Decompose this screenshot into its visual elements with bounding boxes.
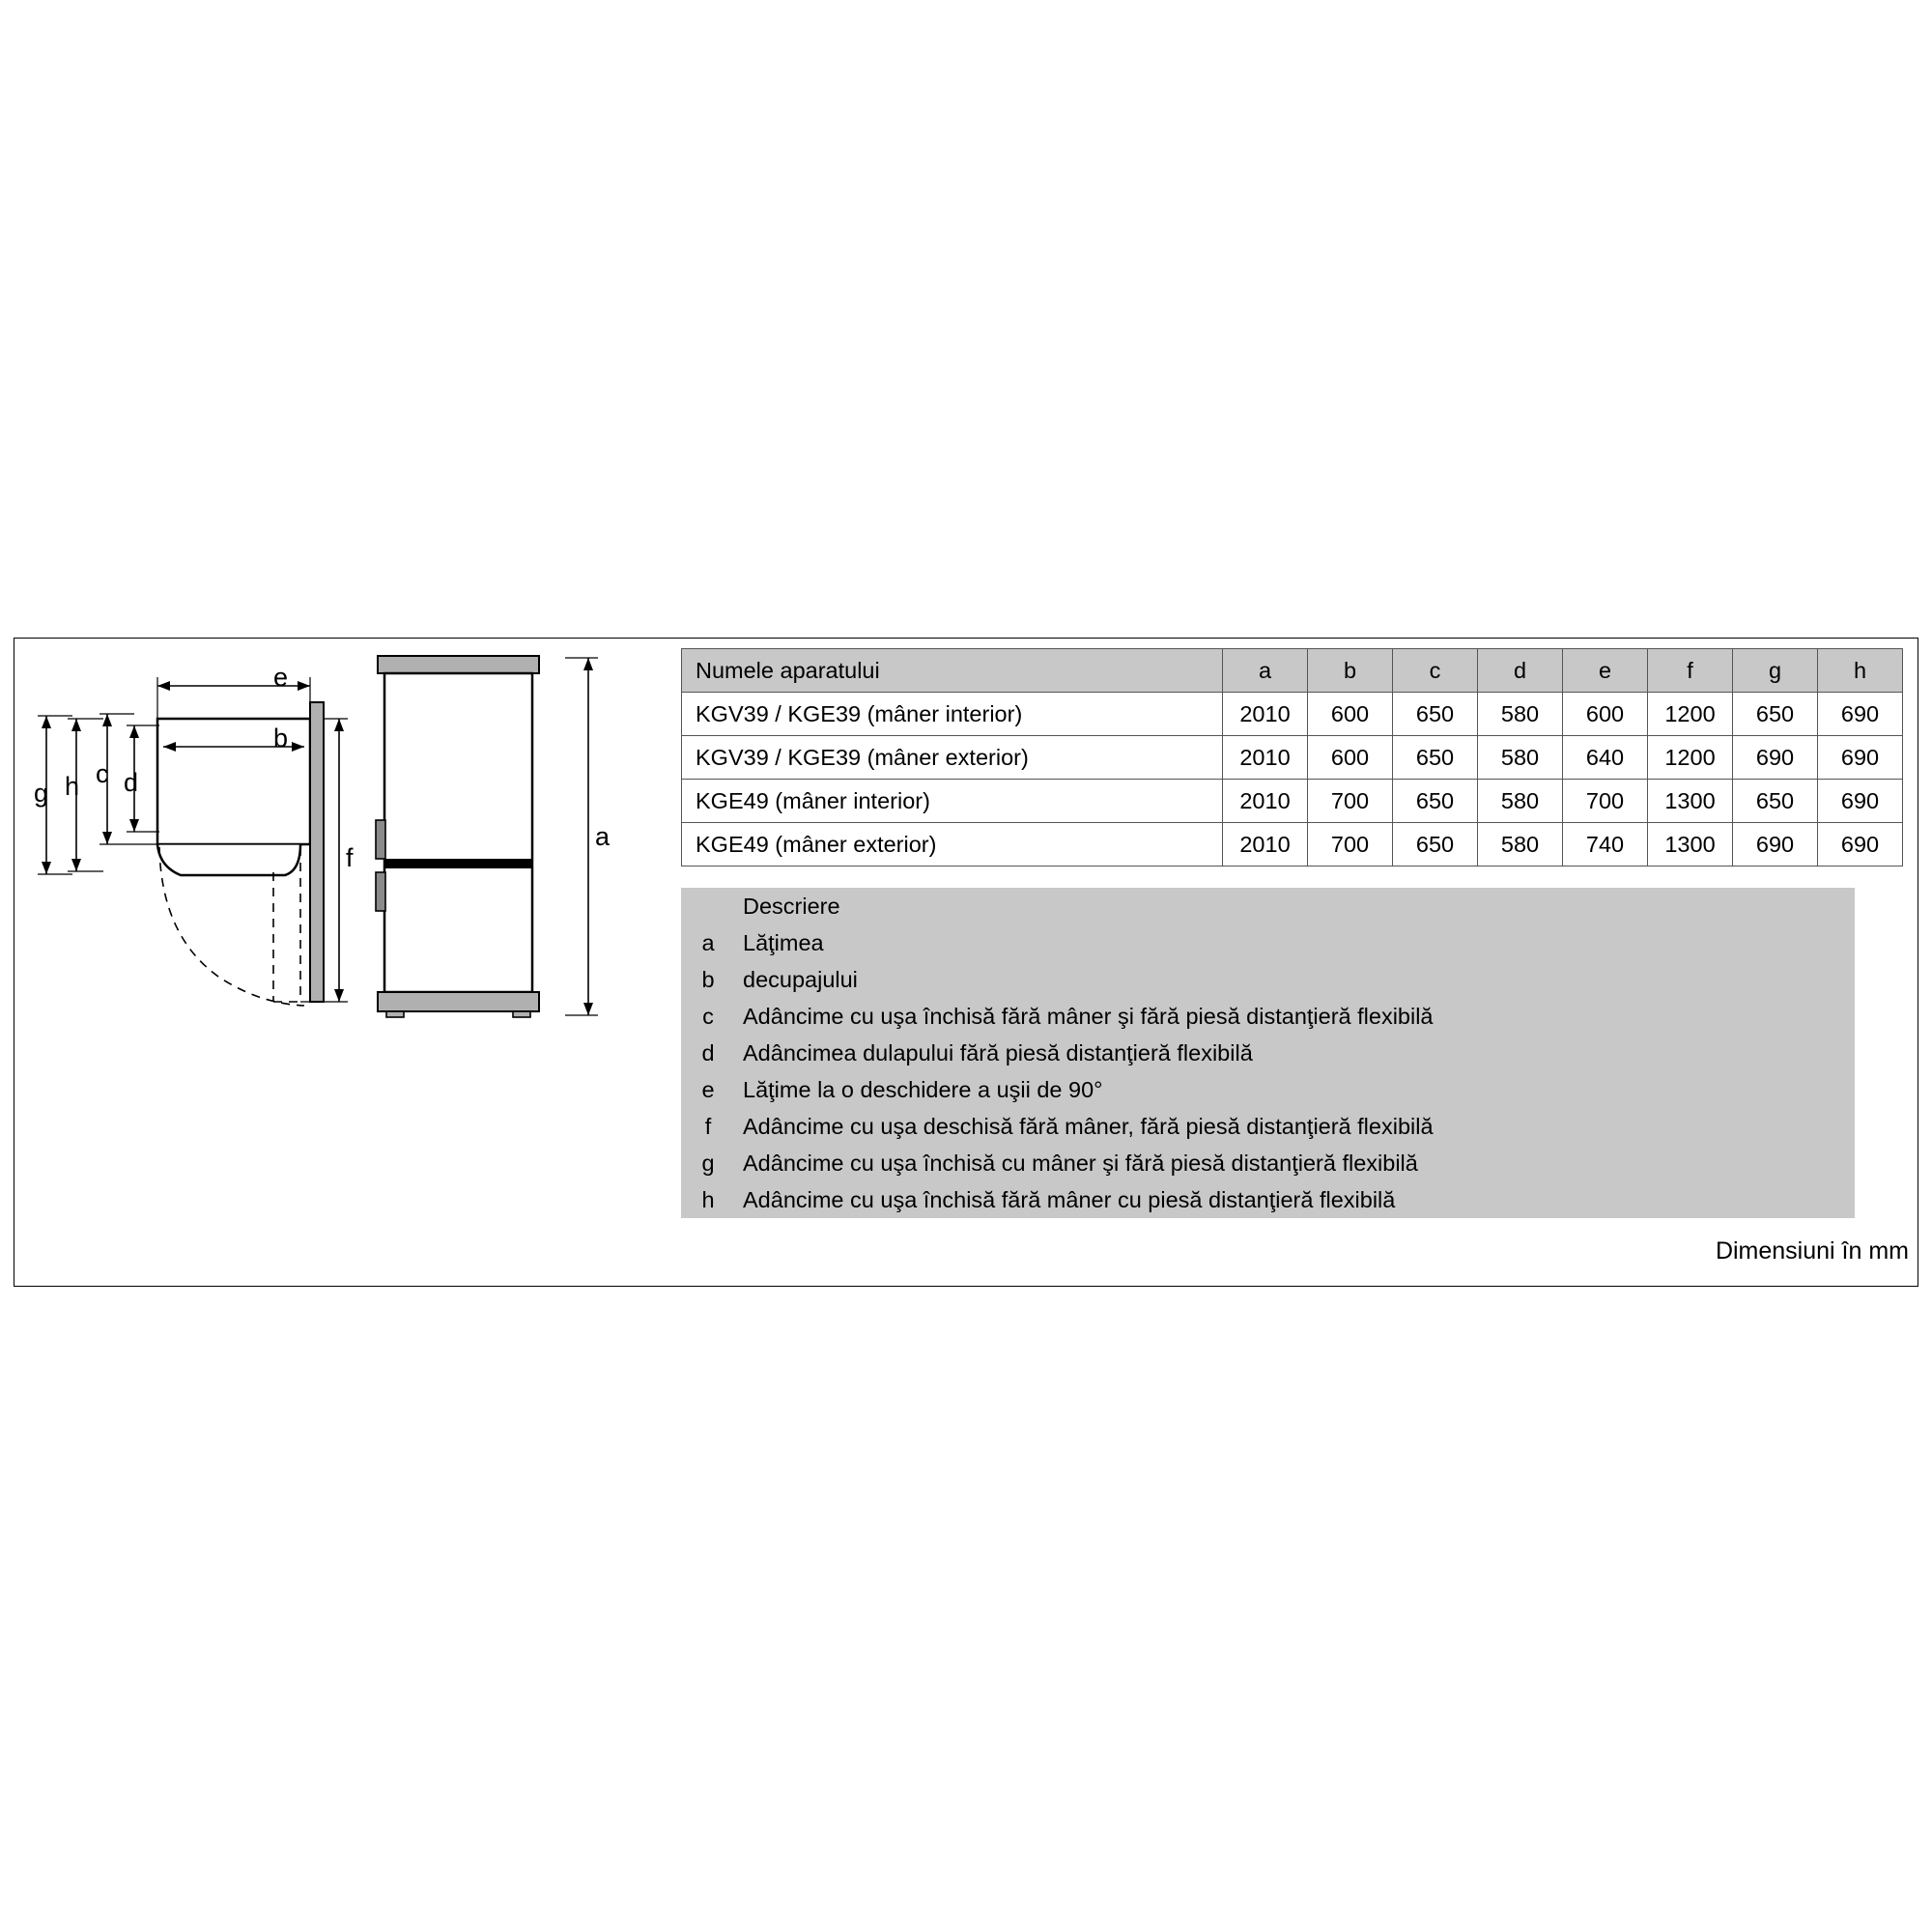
description-text: decupajului (735, 961, 1855, 998)
row-name: KGV39 / KGE39 (mâner interior) (682, 693, 1223, 736)
header-c: c (1393, 649, 1478, 693)
cell-d: 580 (1478, 693, 1563, 736)
description-row (681, 1108, 1855, 1145)
cell-e: 700 (1563, 780, 1648, 823)
table-row (682, 736, 1903, 780)
cell-c: 650 (1393, 693, 1478, 736)
row-name: KGE49 (mâner interior) (682, 780, 1223, 823)
description-table (681, 888, 1855, 1218)
description-key: b (681, 961, 735, 998)
header-h: h (1818, 649, 1903, 693)
description-text: Adâncime cu uşa deschisă fără mâner, fără piesă distanţieră flexibilă (735, 1108, 1855, 1145)
dimension-label-e: e (273, 663, 289, 692)
description-row (681, 1035, 1855, 1071)
cell-e: 600 (1563, 693, 1648, 736)
description-row (681, 961, 1855, 998)
table-row (682, 823, 1903, 867)
description-header-row (681, 888, 1855, 924)
description-row (681, 998, 1855, 1035)
description-header-spacer (681, 888, 735, 924)
description-key: d (681, 1035, 735, 1071)
cell-h: 690 (1818, 693, 1903, 736)
cell-g: 690 (1733, 823, 1818, 867)
specification-table (681, 648, 1903, 867)
cell-b: 600 (1308, 693, 1393, 736)
description-row (681, 1181, 1855, 1218)
cell-f: 1200 (1648, 693, 1733, 736)
cell-a: 2010 (1223, 736, 1308, 780)
description-key: h (681, 1181, 735, 1218)
header-e: e (1563, 649, 1648, 693)
description-text: Lăţime la o deschidere a uşii de 90° (735, 1071, 1855, 1108)
description-text: Adâncime cu uşa închisă fără mâner şi fără piesă distanţieră flexibilă (735, 998, 1855, 1035)
description-row (681, 1071, 1855, 1108)
description-text: Adâncime cu uşa închisă cu mâner şi fără piesă distanţieră flexibilă (735, 1145, 1855, 1181)
description-header-label: Descriere (735, 888, 1855, 924)
cell-a: 2010 (1223, 823, 1308, 867)
appliance-dimensions-figure (14, 638, 1918, 1287)
cell-a: 2010 (1223, 693, 1308, 736)
technical-drawings (14, 639, 681, 1286)
dimension-label-f: f (346, 843, 354, 872)
header-g: g (1733, 649, 1818, 693)
header-f: f (1648, 649, 1733, 693)
cell-c: 650 (1393, 736, 1478, 780)
table-row (682, 780, 1903, 823)
description-row (681, 924, 1855, 961)
description-text: Lăţimea (735, 924, 1855, 961)
units-note: Dimensiuni în mm (1715, 1237, 1909, 1264)
cell-b: 700 (1308, 780, 1393, 823)
cell-h: 690 (1818, 823, 1903, 867)
dimension-label-d: d (124, 768, 139, 797)
description-key: c (681, 998, 735, 1035)
table-header-row (682, 649, 1903, 693)
cell-c: 650 (1393, 823, 1478, 867)
description-key: a (681, 924, 735, 961)
cell-e: 640 (1563, 736, 1648, 780)
description-key: g (681, 1145, 735, 1181)
drawing-svg (14, 639, 681, 1286)
dimension-label-a: a (595, 822, 611, 851)
header-d: d (1478, 649, 1563, 693)
tables-panel (681, 648, 1913, 1286)
cell-d: 580 (1478, 736, 1563, 780)
cell-f: 1200 (1648, 736, 1733, 780)
cell-f: 1300 (1648, 780, 1733, 823)
cell-b: 700 (1308, 823, 1393, 867)
table-row (682, 693, 1903, 736)
header-b: b (1308, 649, 1393, 693)
description-text: Adâncimea dulapului fără piesă distanţieră flexibilă (735, 1035, 1855, 1071)
dimension-label-b: b (273, 724, 289, 753)
description-text: Adâncime cu uşa închisă fără mâner cu piesă distanţieră flexibilă (735, 1181, 1855, 1218)
description-key: f (681, 1108, 735, 1145)
cell-a: 2010 (1223, 780, 1308, 823)
cell-h: 690 (1818, 736, 1903, 780)
cell-b: 600 (1308, 736, 1393, 780)
description-key: e (681, 1071, 735, 1108)
row-name: KGE49 (mâner exterior) (682, 823, 1223, 867)
description-row (681, 1145, 1855, 1181)
cell-f: 1300 (1648, 823, 1733, 867)
dimension-label-h: h (65, 772, 80, 801)
dimension-label-c: c (96, 759, 109, 788)
cell-h: 690 (1818, 780, 1903, 823)
header-appliance-name: Numele aparatului (682, 649, 1223, 693)
cell-c: 650 (1393, 780, 1478, 823)
row-name: KGV39 / KGE39 (mâner exterior) (682, 736, 1223, 780)
dimension-label-g: g (34, 779, 49, 808)
header-a: a (1223, 649, 1308, 693)
cell-e: 740 (1563, 823, 1648, 867)
cell-d: 580 (1478, 823, 1563, 867)
cell-g: 650 (1733, 693, 1818, 736)
cell-d: 580 (1478, 780, 1563, 823)
cell-g: 650 (1733, 780, 1818, 823)
cell-g: 690 (1733, 736, 1818, 780)
